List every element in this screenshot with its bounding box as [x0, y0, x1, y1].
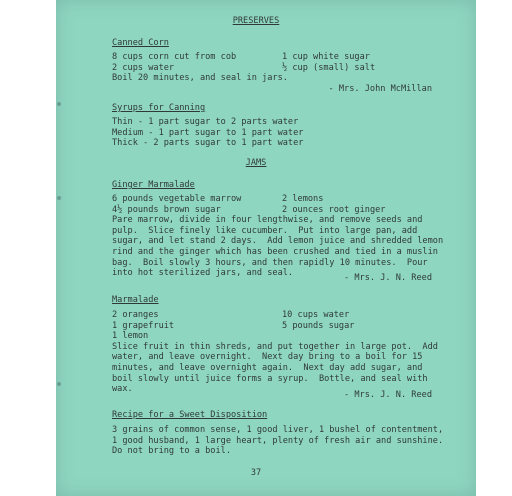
- recipe-title-syrups: Syrups for Canning: [112, 103, 206, 113]
- ingredient: 1 cup white sugar: [282, 52, 370, 62]
- syrup-line: Thin - 1 part sugar to 2 parts water: [112, 117, 299, 127]
- instruction-line: pulp. Slice finely like cucumber. Put into large pan, add: [112, 225, 418, 236]
- ingredient: 2 cups water: [112, 62, 175, 73]
- instruction-line: sugar, and let stand 2 days. Add lemon juice and shredded lemon: [112, 236, 444, 247]
- ingredient: 5 pounds sugar: [282, 320, 355, 331]
- ingredient: 2 oranges: [112, 310, 159, 320]
- disposition-line: 3 grains of common sense, 1 good liver, 1 bushel of contentment,: [112, 425, 444, 435]
- section-title-jams: JAMS: [245, 158, 267, 168]
- instruction-line: Pare marrow, divide in four lengthwise, and remove seeds and: [112, 215, 423, 226]
- ingredient: 1 lemon: [112, 331, 149, 342]
- ingredient: 2 lemons: [282, 194, 324, 204]
- disposition-line: 1 good husband, 1 large heart, plenty of fresh air and sunshine.: [112, 435, 444, 446]
- punch-hole: [57, 102, 61, 106]
- syrup-line: Thick - 2 parts sugar to 1 part water: [112, 138, 304, 149]
- recipe-title-ginger-marmalade: Ginger Marmalade: [112, 180, 195, 190]
- ingredient: 1 grapefruit: [112, 320, 175, 331]
- recipe-author: - Mrs. John McMillan: [328, 84, 432, 94]
- instruction-line: bag. Boil slowly 3 hours, and then rapidly 10 minutes. Pour: [112, 257, 428, 268]
- recipe-title-sweet-disposition: Recipe for a Sweet Disposition: [112, 410, 268, 420]
- instruction-line: boil slowly until juice forms a syrup. Bottle, and seal with: [112, 373, 428, 384]
- syrup-line: Medium - 1 part sugar to 1 part water: [112, 127, 304, 138]
- ingredient: 4½ pounds brown sugar: [112, 204, 221, 215]
- instruction-line: minutes, and leave overnight again. Next day add sugar, and: [112, 363, 423, 373]
- ingredient: 6 pounds vegetable marrow: [112, 194, 242, 204]
- page-number: 37: [250, 468, 262, 478]
- recipe-title-canned-corn: Canned Corn: [112, 38, 169, 48]
- ingredient: 8 cups corn cut from cob: [112, 52, 237, 62]
- ingredient: ½ cup (small) salt: [282, 62, 376, 73]
- recipe-author: - Mrs. J. N. Reed: [344, 390, 432, 400]
- instruction-line: rind and the ginger which has been crushed and tied in a muslin: [112, 247, 438, 257]
- instructions: Boil 20 minutes, and seal in jars.: [112, 73, 288, 84]
- recipe-title-marmalade: Marmalade: [112, 295, 159, 305]
- recipe-author: - Mrs. J. N. Reed: [344, 273, 432, 283]
- disposition-line: Do not bring to a boil.: [112, 446, 231, 457]
- instruction-line: wax.: [112, 384, 133, 395]
- ingredient: 2 ounces root ginger: [282, 204, 386, 215]
- instruction-line: Slice fruit in thin shreds, and put together in large pot. Add: [112, 341, 438, 352]
- punch-hole: [57, 196, 61, 200]
- ingredient: 10 cups water: [282, 310, 350, 320]
- instruction-line: water, and leave overnight. Next day bring to a boil for 15: [112, 352, 423, 363]
- section-title-preserves: PRESERVES: [232, 16, 280, 26]
- instruction-line: into hot sterilized jars, and seal.: [112, 268, 294, 279]
- punch-hole: [57, 382, 61, 386]
